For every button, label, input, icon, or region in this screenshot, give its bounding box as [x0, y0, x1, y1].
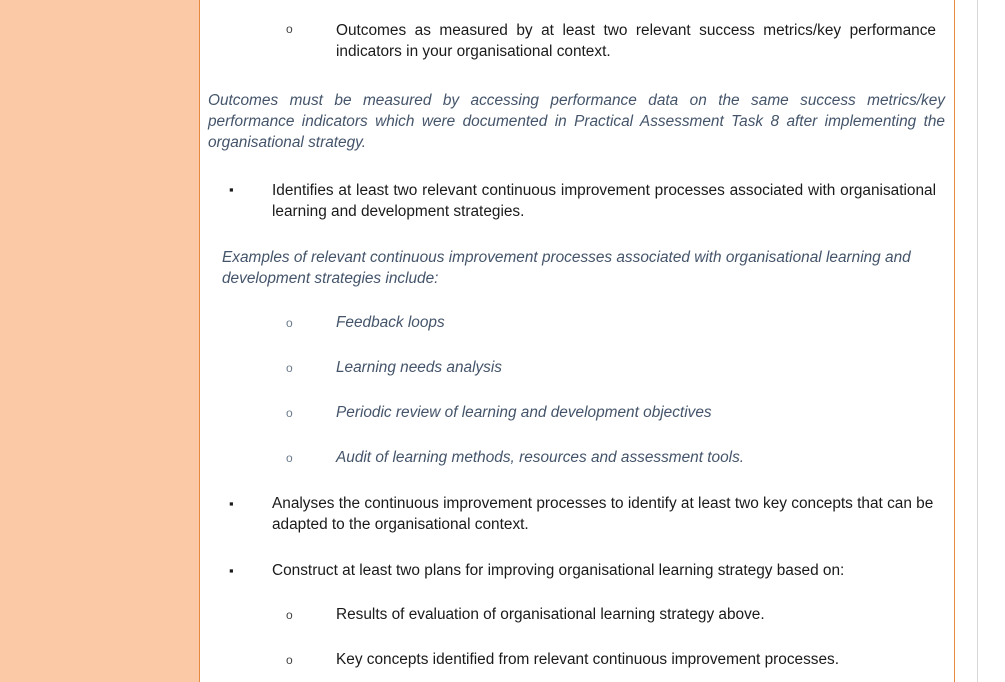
plan-basis-item: Key concepts identified from relevant continuous improvement processes.	[336, 651, 840, 668]
right-column-cell	[977, 0, 1005, 682]
bullet-marker: ▪	[229, 182, 234, 197]
example-item: Audit of learning methods, resources and assessment tools.	[336, 449, 745, 466]
examples-intro: Examples of relevant continuous improvement processes associated with organisational learning and development strategies include:	[222, 249, 911, 287]
outcomes-note: Outcomes must be measured by accessing performance data on the same success metrics/key performance indicators which were documented in Practical Assessment Task 8 after implementing the organisational strategy.	[208, 92, 945, 151]
sub-bullet-marker: o	[286, 22, 293, 36]
criterion-construct-plans: Construct at least two plans for improving organisational learning strategy based on:	[272, 562, 845, 579]
bullet-marker: ▪	[229, 563, 234, 578]
criterion-identify-processes: Identifies at least two relevant continuous improvement processes associated with organisational learning and development strategies.	[272, 182, 936, 220]
example-item: Feedback loops	[336, 314, 445, 331]
sub-item-outcomes: Outcomes as measured by at least two relevant success metrics/key performance indicators in your organisational context.	[336, 22, 936, 60]
sub-bullet-marker: o	[286, 653, 293, 667]
left-column-shade	[0, 0, 199, 682]
criterion-analyse-processes: Analyses the continuous improvement processes to identify at least two key concepts that can be adapted to the organisational context.	[272, 495, 934, 533]
bullet-marker: ▪	[229, 496, 234, 511]
example-marker: o	[286, 361, 293, 375]
example-item: Learning needs analysis	[336, 359, 502, 376]
example-marker: o	[286, 451, 293, 465]
example-marker: o	[286, 316, 293, 330]
sub-bullet-marker: o	[286, 608, 293, 622]
example-marker: o	[286, 406, 293, 420]
example-item: Periodic review of learning and development objectives	[336, 404, 712, 421]
plan-basis-item: Results of evaluation of organisational learning strategy above.	[336, 606, 765, 623]
